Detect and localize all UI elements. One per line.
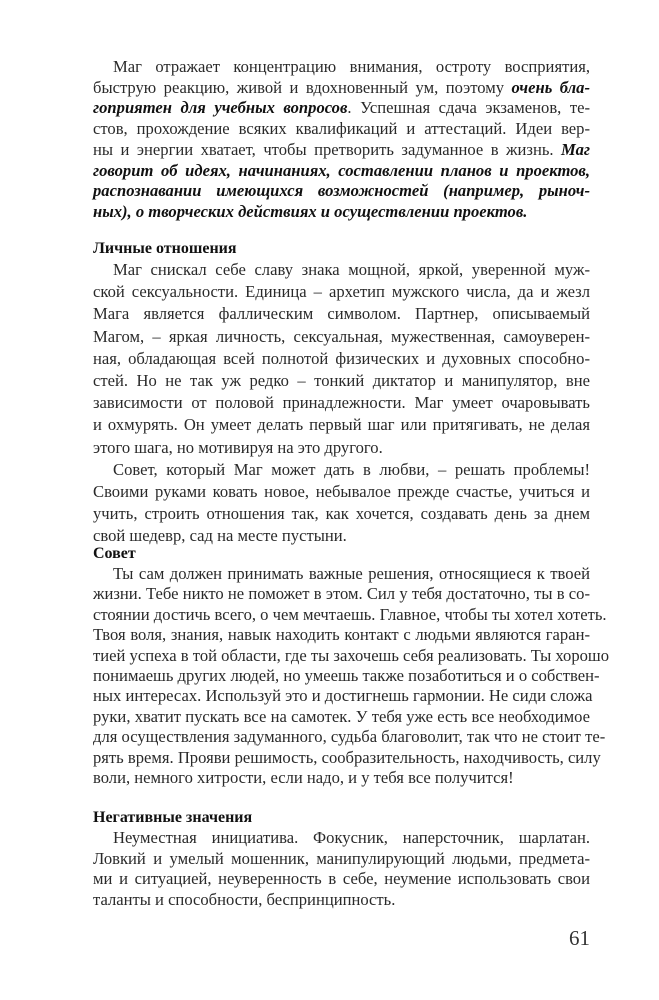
text-line xyxy=(93,869,590,890)
body-text: Своими руками ковать новое, небывалое прежде счастье, учиться и xyxy=(93,482,590,502)
text-line xyxy=(93,202,590,223)
body-text: Маг снискал себе славу знака мощной, яркой, уверенной муж- xyxy=(113,260,590,279)
text-line xyxy=(93,326,590,348)
paragraph xyxy=(93,57,590,223)
text-line xyxy=(93,392,590,414)
text-line xyxy=(93,828,590,849)
body-text: Ловкий и умелый мошенник, манипулирующий людьми, предмета- xyxy=(93,848,590,868)
text-line xyxy=(93,370,590,392)
body-text: этого шага, но мотивируя на это другого. xyxy=(93,437,383,457)
body-text: ная, обладающая всей полнотой физических и духовных способно- xyxy=(93,348,590,368)
text-line xyxy=(93,414,590,436)
body-text: Твоя воля, знания, навык находить контакт с людьми являются гаран- xyxy=(93,625,590,645)
text-line xyxy=(93,348,590,370)
text-line xyxy=(93,747,601,768)
body-text: учить, строить отношения так, как хочется, создавать день за днем xyxy=(93,504,590,524)
text-line xyxy=(93,78,590,99)
body-text: стоянии достичь всего, о чем мечтаешь. Главное, чтобы ты хотел хотеть. xyxy=(93,604,607,624)
body-text: понимаешь других людей, но умеешь также позаботиться и о собствен- xyxy=(93,666,600,686)
text-line xyxy=(93,481,590,503)
body-text: и охмурять. Он умеет делать первый шаг или притягивать, не делая xyxy=(93,415,590,435)
text-line xyxy=(93,849,590,870)
page-number: 61 xyxy=(569,926,590,950)
text-line xyxy=(93,564,590,584)
section-heading: Совет xyxy=(93,545,136,562)
body-text: стов, прохождение всяких квалификаций и аттестаций. Идеи вер- xyxy=(93,119,590,139)
text-line xyxy=(93,584,590,604)
body-text: Маг отражает концентрацию внимания, остроту восприятия, xyxy=(113,57,590,76)
body-text: ской сексуальности. Единица – архетип мужского числа, да и жезл xyxy=(93,282,590,302)
body-text: воли, немного хитрости, если надо, и у тебя все получится! xyxy=(93,768,514,788)
paragraph xyxy=(93,564,609,788)
body-text: ны и энергии хватает, чтобы претворить задуманное в жизнь. xyxy=(93,139,562,159)
emphasis-text: ных), о творческих действиях и осуществлении проектов. xyxy=(93,201,528,221)
emphasis-text: гоприятен для учебных вопросов xyxy=(93,98,348,118)
text-line xyxy=(93,727,606,747)
body-text: руки, хватит пускать все на самотек. У тебя уже есть все необходимое xyxy=(93,706,590,726)
text-line xyxy=(93,768,590,788)
body-text: ных интересах. Используй это и достигнешь гармонии. Не сиди сложа xyxy=(93,686,593,706)
text-line xyxy=(93,259,590,281)
text-line xyxy=(93,707,590,727)
text-line xyxy=(93,666,600,686)
body-text: Мага является фаллическим символом. Партнер, описываемый xyxy=(93,304,590,324)
body-text: стей. Но не так уж редко – тонкий диктатор и манипулятор, вне xyxy=(93,371,590,391)
body-text: рять время. Прояви решимость, сообразительность, находчивость, силу xyxy=(93,747,601,767)
body-text: Неуместная инициатива. Фокусник, наперсточник, шарлатан. xyxy=(113,828,590,847)
emphasis-text: очень бла- xyxy=(511,77,590,97)
section-heading: Личные отношения xyxy=(93,240,237,257)
body-text: . Успешная сдача экзаменов, те- xyxy=(347,98,590,118)
body-text: Ты сам должен принимать важные решения, относящиеся к твоей xyxy=(113,564,590,583)
body-text: ми и ситуацией, неуверенность в себе, неумение использовать свои xyxy=(93,869,590,888)
text-line xyxy=(93,459,590,481)
text-line xyxy=(93,604,607,625)
body-text: быструю реакцию, живой и вдохновенный ум, поэтому xyxy=(93,77,512,97)
emphasis-text: Маг xyxy=(561,139,590,159)
emphasis-text: говорит об идеях, начинаниях, составлении планов и проектов, xyxy=(93,160,590,180)
text-line xyxy=(93,119,590,140)
text-line xyxy=(93,281,590,303)
body-text: тией успеха в той области, где ты захочешь себя реализовать. Ты хорошо xyxy=(93,645,609,665)
text-line xyxy=(93,890,590,911)
text-line xyxy=(93,303,590,325)
body-text: свой шедевр, сад на месте пустыни. xyxy=(93,526,347,546)
text-line xyxy=(93,161,590,182)
paragraph xyxy=(93,828,590,910)
text-line xyxy=(93,181,590,202)
section-heading: Негативные значения xyxy=(93,809,253,826)
body-text: Совет, который Маг может дать в любви, – решать проблемы! xyxy=(113,459,590,479)
text-line xyxy=(93,503,590,525)
paragraph xyxy=(93,259,590,548)
body-text: таланты и способности, беспринципность. xyxy=(93,889,396,909)
text-line xyxy=(93,98,590,119)
body-text: зависимости от половой принадлежности. Маг умеет очаровывать xyxy=(93,393,590,413)
text-line xyxy=(93,625,590,645)
body-text: для осуществления задуманного, судьба благоволит, так что не стоит те- xyxy=(93,727,606,747)
text-line xyxy=(93,686,593,706)
text-line xyxy=(93,437,590,459)
text-line xyxy=(93,645,609,666)
body-text: жизни. Тебе никто не поможет в этом. Сил у тебя достаточно, ты в со- xyxy=(93,584,590,604)
text-line xyxy=(93,57,590,78)
text-line xyxy=(93,140,590,161)
body-text: Магом, – яркая личность, сексуальная, мужественная, самоуверен- xyxy=(93,326,590,346)
emphasis-text: распознавании имеющихся возможностей (например, рыноч- xyxy=(93,181,590,201)
